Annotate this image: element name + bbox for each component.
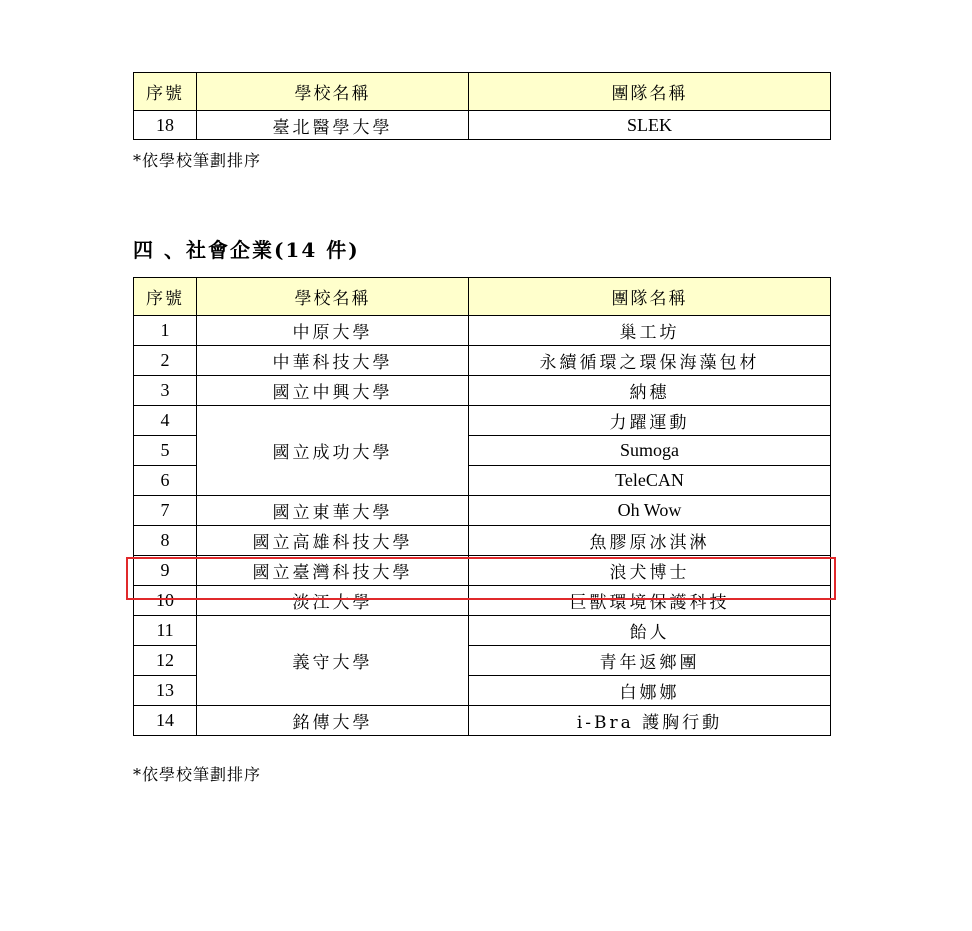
row-index: 10 [134,586,197,616]
row-school: 中華科技大學 [197,346,469,376]
row-team: 浪犬博士 [469,556,831,586]
row-school: 銘傳大學 [197,706,469,736]
row-index: 8 [134,526,197,556]
row-school: 國立臺灣科技大學 [197,556,469,586]
table-row [134,526,831,556]
row-index: 1 [134,316,197,346]
row-school: 國立東華大學 [197,496,469,526]
row-index: 14 [134,706,197,736]
section-heading: 四 、社會企業(14 件) [133,238,360,262]
row-school: 中原大學 [197,316,469,346]
row-school: 淡江大學 [197,586,469,616]
header-team: 團隊名稱 [469,73,831,111]
row-team: 力躍運動 [469,406,831,436]
row-school: 義守大學 [197,616,469,706]
table-row [134,706,831,736]
table-header-row [134,278,831,316]
row-index: 4 [134,406,197,436]
row-school: 臺北醫學大學 [197,111,469,140]
social-enterprise-table [133,277,831,736]
row-school: 國立中興大學 [197,376,469,406]
row-index: 11 [134,616,197,646]
row-team: Sumoga [469,436,831,466]
header-school: 學校名稱 [197,278,469,316]
header-school: 學校名稱 [197,73,469,111]
row-team: 飴人 [469,616,831,646]
row-team: 青年返鄉團 [469,646,831,676]
row-index: 18 [134,111,197,140]
table-row [134,316,831,346]
sort-note: *依學校筆劃排序 [133,151,262,170]
header-index: 序號 [134,278,197,316]
row-team: SLEK [469,111,831,140]
row-team: 永續循環之環保海藻包材 [469,346,831,376]
table-row [134,616,831,646]
row-school: 國立高雄科技大學 [197,526,469,556]
row-team: i-Bra 護胸行動 [469,706,831,736]
table-row [134,376,831,406]
header-team: 團隊名稱 [469,278,831,316]
row-team: 巢工坊 [469,316,831,346]
row-index: 3 [134,376,197,406]
row-school: 國立成功大學 [197,406,469,496]
row-index: 7 [134,496,197,526]
row-team: 白娜娜 [469,676,831,706]
row-index: 5 [134,436,197,466]
row-team: TeleCAN [469,466,831,496]
table-row [134,111,831,140]
table-row [134,346,831,376]
table-row [134,586,831,616]
table-row [134,406,831,436]
row-team: 納穗 [469,376,831,406]
continued-table [133,72,831,140]
row-team: 巨獸環境保護科技 [469,586,831,616]
row-index: 2 [134,346,197,376]
row-index: 12 [134,646,197,676]
row-index: 9 [134,556,197,586]
row-team: 魚膠原冰淇淋 [469,526,831,556]
row-index: 13 [134,676,197,706]
table-row [134,496,831,526]
table-row-highlighted [134,556,831,586]
sort-note: *依學校筆劃排序 [133,765,262,784]
table-header-row [134,73,831,111]
row-team: Oh Wow [469,496,831,526]
header-index: 序號 [134,73,197,111]
row-index: 6 [134,466,197,496]
